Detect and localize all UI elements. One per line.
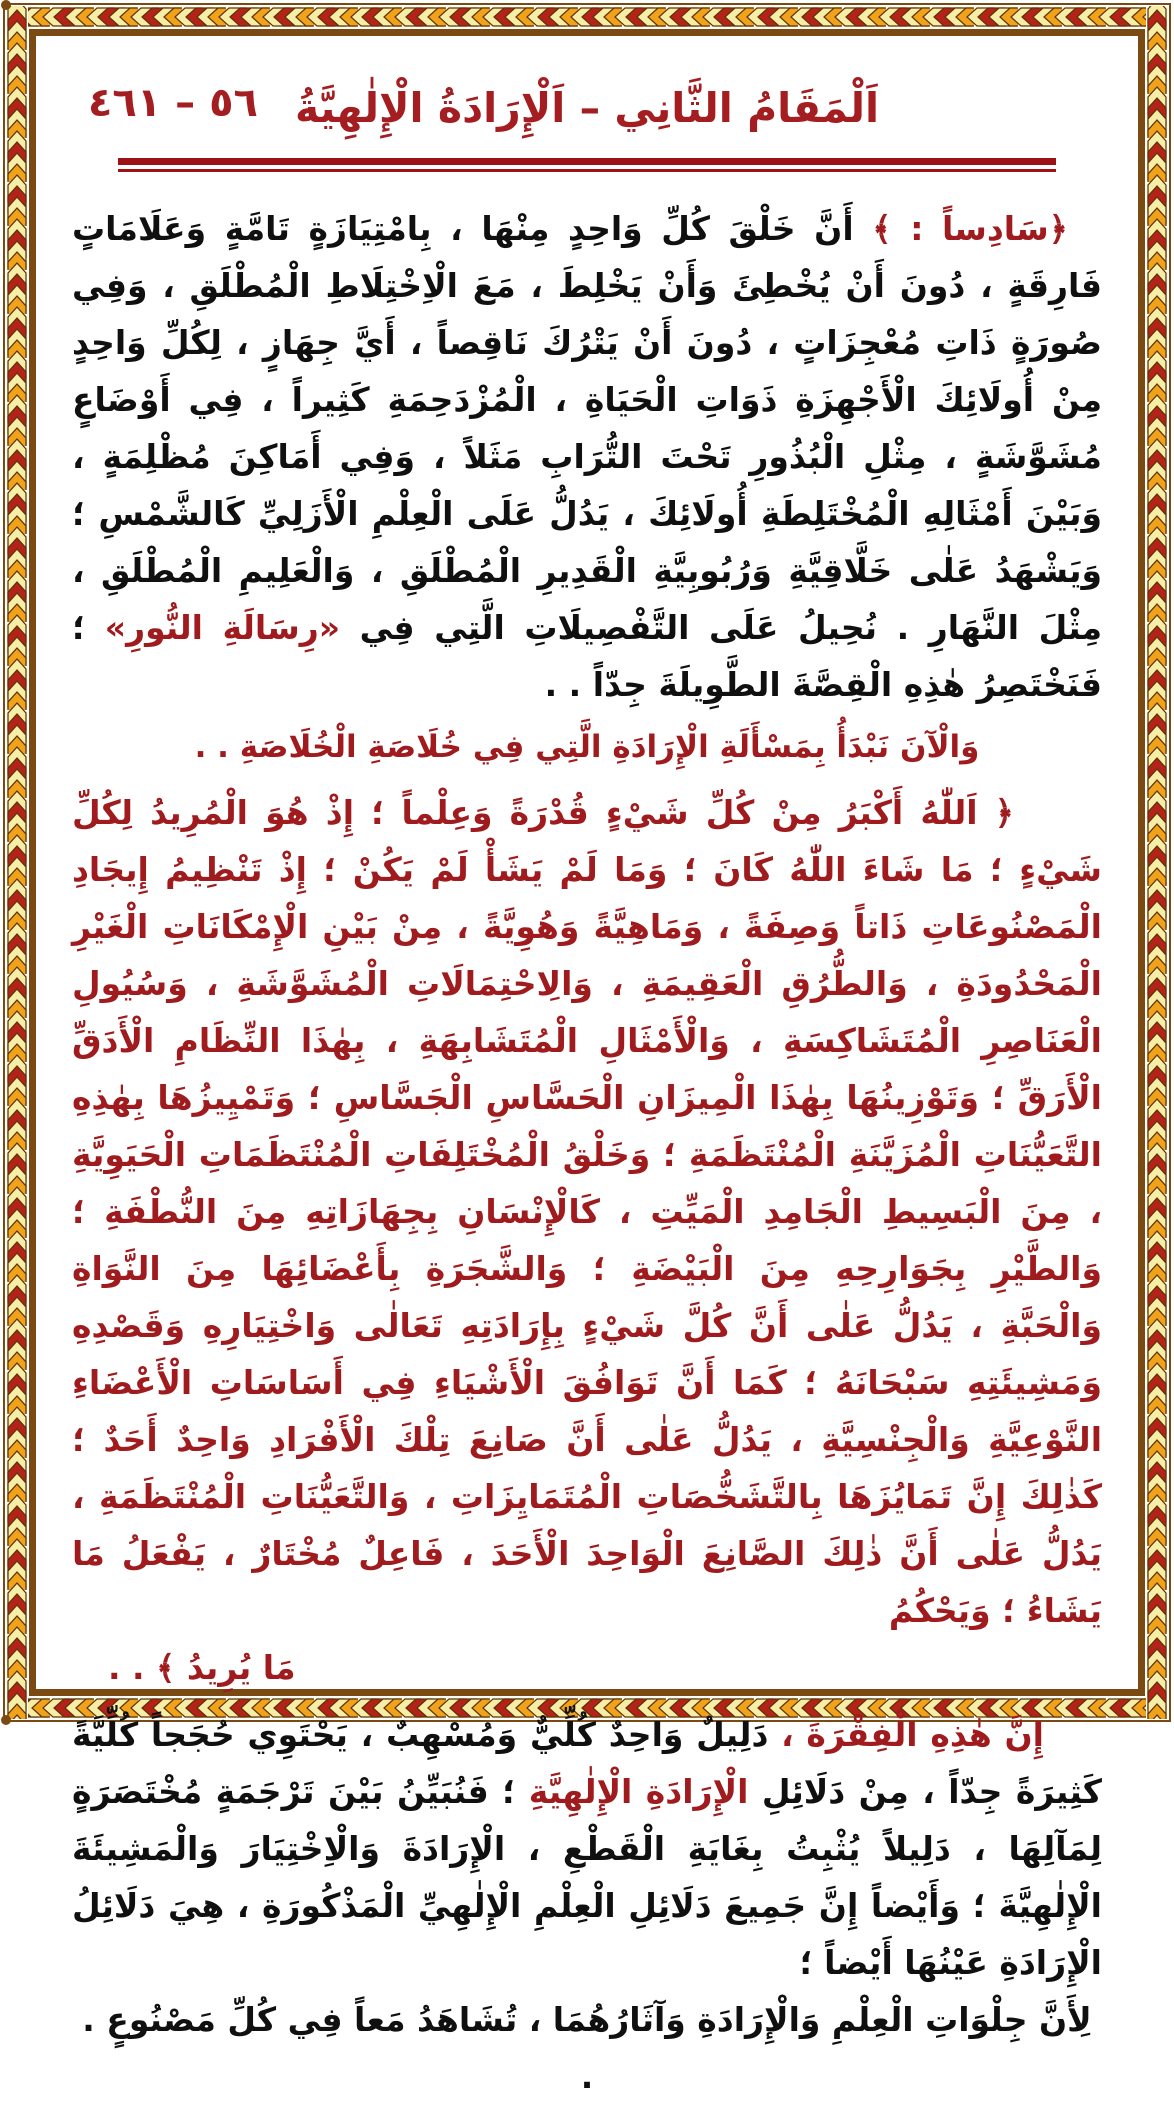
ornamental-border-left: [6, 6, 28, 1719]
corner-finial-top-left: [1, 0, 11, 10]
transition-line-red: وَالْآنَ نَبْدَأُ بِمَسْأَلَةِ الْإِرَادَةِ الَّتِي فِي خُلَاصَةِ الْخُلَاصَةِ . .: [194, 729, 980, 765]
sixthly-text-tail: ؛ فَنَخْتَصِرُ هٰذِهِ الْقِصَّةَ الطَّوِيلَةَ جِدّاً . .: [72, 608, 1102, 704]
closing-centered-line: لِأَنَّ جِلْوَاتِ الْعِلْمِ وَالْإِرَادَةِ وَآثَارُهُمَا ، تُشَاهَدُ مَعاً فِي كُلِّ مَصْنُوعٍ . .: [82, 2000, 1092, 2096]
corner-finial-bottom-left: [1, 1715, 11, 1725]
risale-nur-reference: «رِسَالَةِ النُّورِ»: [104, 608, 341, 647]
ornamental-border-top: [6, 6, 1168, 28]
commentary-text-2: ؛ فَنُبَيِّنُ بَيْنَ تَرْجَمَةٍ مُخْتَصَرَةٍ لِمَآلِهَا ، دَلِيلاً يُثْبِتُ بِغَايَةِ الْقَطْعِ ، الْإِرَادَةَ وَالْاِخْتِيَارَ وَالْمَشِيئَةَ الْإِلٰهِيَّةَ ؛ وَأَيْضاً إِنَّ جَمِيعَ دَلَائِلِ الْعِلْمِ الْإِلٰهِيِّ الْمَذْكُورَةِ ، هِيَ دَلَائِلُ الْإِرَادَةِ عَيْنُهَا أَيْضاً ؛: [72, 1772, 1102, 1982]
supplication-quote-red: ﴿ اَللّٰهُ أَكْبَرُ مِنْ كُلِّ شَيْءٍ قُدْرَةً وَعِلْماً ؛ إِذْ هُوَ الْمُرِيدُ لِكُلِّ شَيْءٍ ؛ مَا شَاءَ اللّٰهُ كَانَ ؛ وَمَا لَمْ يَشَأْ لَمْ يَكُنْ ؛ إِذْ تَنْظِيمُ إِيجَادِ الْمَصْنُوعَاتِ ذَاتاً وَصِفَةً ، وَمَاهِيَّةً وَهُوِيَّةً ، مِنْ بَيْنِ الْإِمْكَانَاتِ الْغَيْرِ الْمَحْدُودَةِ ، وَالطُّرُقِ الْعَقِيمَةِ ، وَالِاحْتِمَالَاتِ الْمُشَوَّشَةِ ، وَسُيُولِ الْعَنَاصِرِ الْمُتَشَاكِسَةِ ، وَالْأَمْثَالِ الْمُتَشَابِهَةِ ، بِهٰذَا النِّظَامِ الْأَدَقِّ الْأَرَقِّ ؛ وَتَوْزِينُهَا بِهٰذَا الْمِيزَانِ الْحَسَّاسِ الْجَسَّاسِ ؛ وَتَمْيِيزُهَا بِهٰذِهِ التَّعَيُّنَاتِ الْمُزَيَّنَةِ الْمُنْتَظَمَةِ ؛ وَخَلْقُ الْمُخْتَلِفَاتِ الْمُنْتَظَمَاتِ الْحَيَوِيَّةِ ، مِنَ الْبَسِيطِ الْجَامِدِ الْمَيِّتِ ، كَالْإِنْسَانِ بِجِهَازَاتِهِ مِنَ النُّطْفَةِ ؛ وَالطَّيْرِ بِجَوَارِحِهِ مِنَ الْبَيْضَةِ ؛ وَالشَّجَرَةِ بِأَعْضَائِهَا مِنَ النَّوَاةِ وَالْحَبَّةِ ، يَدُلُّ عَلٰى أَنَّ كُلَّ شَيْءٍ بِإِرَادَتِهِ تَعَالٰى وَاخْتِيَارِهِ وَقَصْدِهِ وَمَشِيئَتِهِ سَبْحَانَهُ ؛ كَمَا أَنَّ تَوَافُقَ الْأَشْيَاءِ فِي أَسَاسَاتِ الْأَعْضَاءِ النَّوْعِيَّةِ وَالْجِنْسِيَّةِ ، يَدُلُّ عَلٰى أَنَّ صَانِعَ تِلْكَ الْأَفْرَادِ وَاحِدٌ أَحَدٌ ؛ كَذٰلِكَ إِنَّ تَمَايُزَهَا بِالتَّشَخُّصَاتِ الْمُتَمَايِزَاتِ ، وَالتَّعَيُّنَاتِ الْمُنْتَظَمَةِ ، يَدُلُّ عَلٰى أَنَّ ذٰلِكَ الصَّانِعَ الْوَاحِدَ الْأَحَدَ ، فَاعِلٌ مُخْتَارٌ ، يَفْعَلُ مَا يَشَاءُ ؛ وَيَحْكُمُ: [72, 793, 1102, 1630]
header-divider-thin-line: [118, 169, 1056, 172]
paragraph-commentary: [72, 1706, 1102, 1991]
paragraph-sixthly: [72, 200, 1102, 713]
divine-will-red-phrase: الْإِرَادَةِ الْإِلٰهِيَّةِ: [528, 1772, 749, 1811]
page-header: [72, 76, 1102, 150]
page-numbers: ٥٦ – ٤٦١: [88, 80, 258, 126]
header-divider: [118, 158, 1056, 172]
ornamental-border-right: [1146, 6, 1168, 1719]
commentary-text-1: دَلِيلٌ وَاحِدٌ كُلِّيٌّ وَمُسْهِبٌ ، يَحْتَوِي حُجَجاً كُلِّيَّةً كَثِيرَةً جِدّاً ، مِنْ دَلَائِلِ: [72, 1715, 1102, 1811]
sixthly-text: أَنَّ خَلْقَ كُلِّ وَاحِدٍ مِنْهَا ، بِامْتِيَازَةٍ تَامَّةٍ وَعَلَامَاتٍ فَارِقَةٍ ، دُونَ أَنْ يُخْطِئَ وَأَنْ يَخْلِطَ ، مَعَ الْاِخْتِلَاطِ الْمُطْلَقِ ، وَفِي صُورَةٍ ذَاتِ مُعْجِزَاتٍ ، دُونَ أَنْ يَتْرُكَ نَاقِصاً ، أَيَّ جِهَازٍ ، لِكُلِّ وَاحِدٍ مِنْ أُولَائِكَ الْأَجْهِزَةِ ذَوَاتِ الْحَيَاةِ ، الْمُزْدَحِمَةِ كَثِيراً ، فِي أَوْضَاعٍ مُشَوَّشَةٍ ، مِثْلِ الْبُذُورِ تَحْتَ التُّرَابِ مَثَلاً ، وَفِي أَمَاكِنَ مُظْلِمَةٍ ، وَبَيْنَ أَمْثَالِهِ الْمُخْتَلِطَةِ أُولَائِكَ ، يَدُلُّ عَلَى الْعِلْمِ الْأَزَلِيِّ كَالشَّمْسِ ؛ وَيَشْهَدُ عَلٰى خَلَّاقِيَّةِ وَرُبُوبِيَّةِ الْقَدِيرِ الْمُطْلَقِ ، وَالْعَلِيمِ الْمُطْلَقِ ، مِثْلَ النَّهَارِ . نُحِيلُ عَلَى التَّفْصِيلَاتِ الَّتِي فِي: [72, 209, 1102, 647]
commentary-lead-red: إِنَّ هٰذِهِ الْفِقْرَةَ ،: [781, 1715, 1044, 1754]
supplication-quote-closing: مَا يُرِيدُ ﴾ . .: [108, 1648, 296, 1687]
page-content: [36, 36, 1138, 2096]
header-divider-thick-line: [118, 158, 1056, 165]
sixthly-lead-label: ﴿سَادِساً : ﴾: [853, 209, 1068, 248]
page-title: اَلْمَقَامُ الثَّانِي – اَلْإِرَادَةُ الْإِلٰهِيَّةُ: [294, 84, 880, 132]
